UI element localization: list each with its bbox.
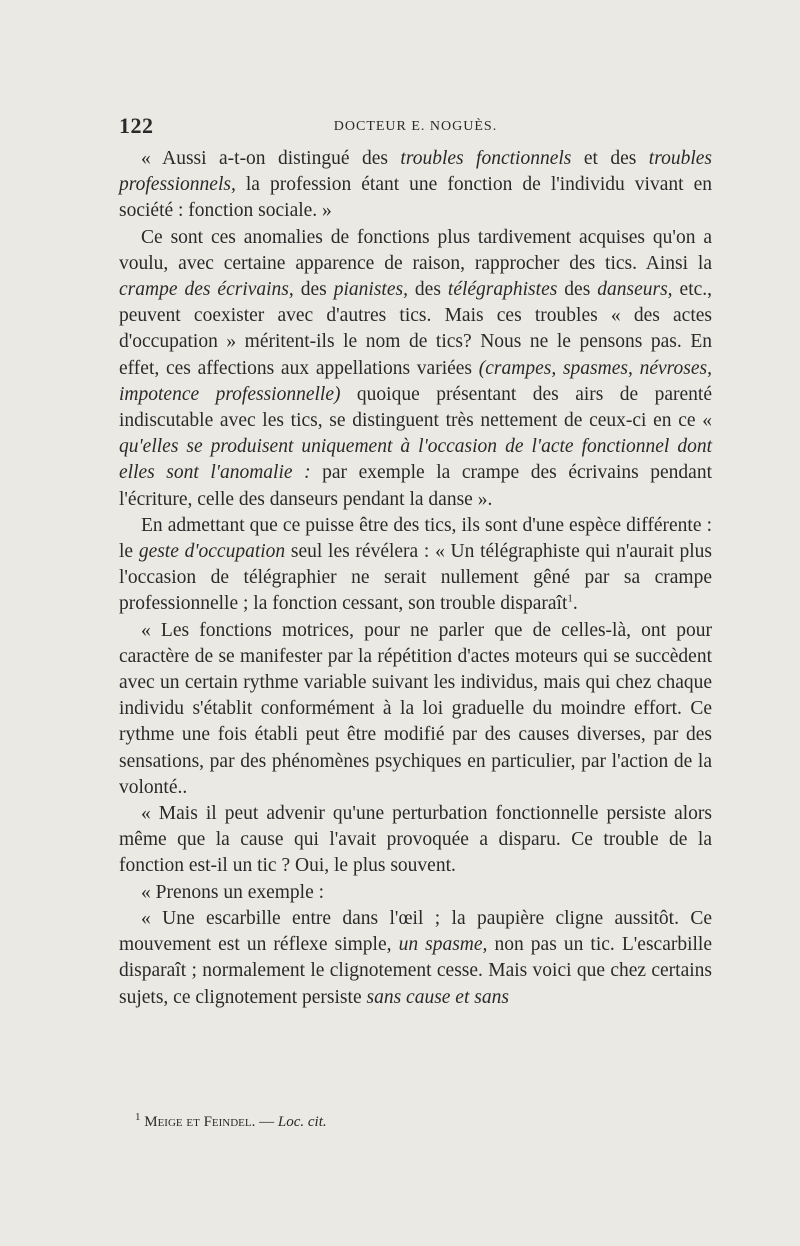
page-number: 122 (119, 113, 154, 138)
paragraph (119, 225, 712, 513)
text-segment: « Mais il peut advenir qu'une perturbation fonctionnelle persiste alors même que la cause qui l'avait provoquée a disparu. Ce trouble de la fonction est-il un tic ? Oui, le plus souvent. (119, 803, 712, 877)
italic-text: troubles fonctionnels (400, 148, 572, 169)
text-segment: quoique présentant des airs de parenté indiscutable avec les tics, se distinguent très nettement de ceux-ci en ce « (119, 383, 712, 432)
italic-text: (crampes, spasmes, névroses, impotence professionnelle) (119, 357, 712, 405)
text-segment: . (572, 593, 578, 615)
paragraph (119, 880, 712, 906)
text-segment: la profession étant une fonction de l'individu vivant en société : fonction sociale. » (119, 174, 712, 222)
text-segment: etc., peuvent coexister avec d'autres tics. Mais ces troubles « des actes d'occupation » méritent-ils le nom de tics? Nous ne le pensons pas. En effet, ces affections aux appellations variées (119, 279, 713, 379)
text-segment: des (293, 279, 334, 301)
paragraph (119, 513, 712, 618)
text-segment: « Une escarbille entre dans l'œil ; la paupière cligne aussitôt. Ce mouvement est un réflexe simple, (119, 907, 712, 956)
text-segment: En admettant que ce puisse être des tics, ils sont d'une espèce différente : le (119, 514, 712, 563)
text-segment: Ce sont ces anomalies de fonctions plus tardivement acquises qu'on a voulu, avec certaine apparence de raison, rapprocher des tics. Ainsi la (119, 226, 712, 274)
italic-text: un spasme, (398, 934, 488, 956)
text-segment: « Aussi a-t-on distingué des (141, 148, 401, 169)
page-header (119, 113, 712, 143)
text-segment: « Les fonctions motrices, pour ne parler que de celles-là, ont pour caractère de se manifester par la répétition d'actes moteurs qui se succèdent avec un certain rythme variable suivant les individus, mais qui chez chaque individu s'établit conformément à la loi graduelle du moindre effort. Ce rythme une fois établi peut être modifié par des causes diverses, par des sensations, par des phénomènes psychiques en particulier, par l'action de la volonté.. (119, 619, 712, 798)
text-segment: et des (571, 148, 649, 169)
footnote-authors: Meige et Feindel. (144, 1114, 256, 1130)
italic-text: sans cause et sans (366, 986, 509, 1008)
italic-text: pianistes, (333, 279, 408, 301)
italic-text: geste d'occupation (138, 541, 286, 563)
footnote-reference: Loc. cit. (277, 1114, 327, 1130)
paragraph (119, 618, 712, 801)
italic-text: télégraphistes (447, 279, 558, 301)
footnote-marker: 1 (135, 1111, 141, 1123)
italic-text: qu'elles se produisent uniquement à l'occasion de l'acte fonctionnel dont elles sont l'anomalie : (119, 436, 712, 484)
text-segment: des (557, 279, 598, 301)
italic-text: crampe des écrivains, (119, 279, 294, 301)
text-segment: des (407, 279, 448, 301)
italic-text: danseurs, (597, 279, 673, 301)
text-segment: seul les révélera : « Un télégraphiste qui n'aurait plus l'occasion de télégraphier ne serait nullement gêné par sa crampe professionnelle ; la fonction cessant, son trouble disparaît (119, 541, 712, 615)
text-segment: par exemple la crampe des écrivains pendant l'écriture, celle des danseurs pendant la danse ». (119, 462, 712, 510)
text-segment: non pas un tic. L'escarbille disparaît ; normalement le clignotement cesse. Mais voici que chez certains sujets, ce clignotement persiste (119, 934, 712, 1008)
paragraph (119, 801, 712, 880)
footnote-separator: — (255, 1114, 278, 1130)
paragraph (119, 906, 712, 1011)
body-text (119, 146, 712, 1011)
italic-text: troubles professionnels, (119, 148, 712, 196)
paragraph (119, 146, 712, 225)
footnote-ref-marker: 1 (567, 592, 573, 605)
footnote (135, 1112, 695, 1132)
running-title: DOCTEUR E. NOGUÈS. (333, 119, 498, 134)
text-segment: « Prenons un exemple : (141, 881, 325, 903)
